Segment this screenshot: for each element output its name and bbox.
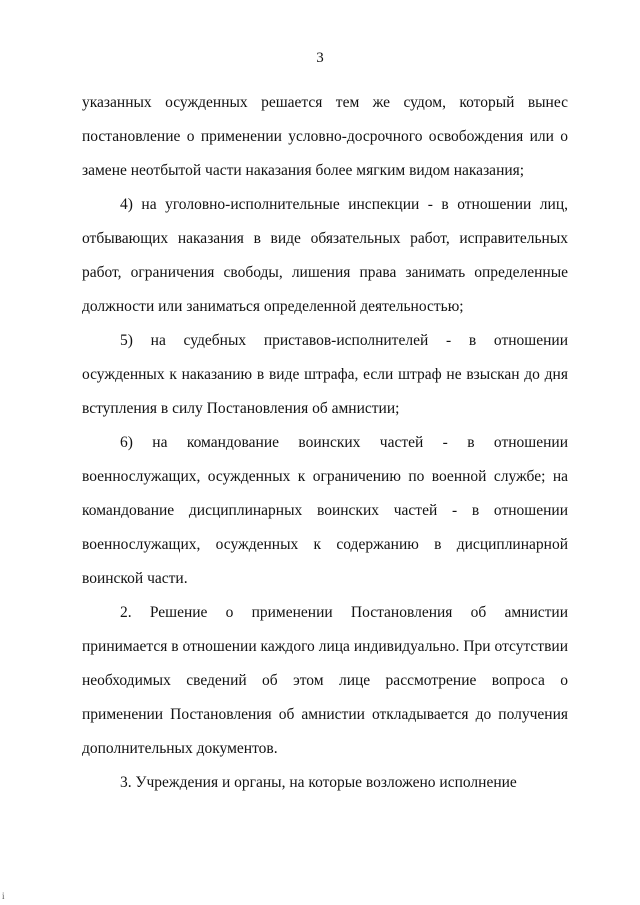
paragraph-item-4: 4) на уголовно-исполнительные инспекции - в отношении лиц, отбывающих наказания в виде обязательных работ, исправительных работ, ограничения свободы, лишения права занимать определенные должности или заниматься определенной деятельностью; <box>82 196 568 315</box>
margin-mark: i <box>2 891 5 901</box>
document-body <box>82 86 568 800</box>
paragraph-item-6: 6) на командование воинских частей - в отношении военнослужащих, осужденных к ограничению по военной службе; на командование дисциплинарных воинских частей - в отношении военнослужащих, осужденных к содержанию в дисциплинарной воинской части. <box>82 434 568 587</box>
page-number: 3 <box>316 50 324 66</box>
paragraph-point-3: 3. Учреждения и органы, на которые возложено исполнение <box>120 774 517 791</box>
paragraph-item-5: 5) на судебных приставов-исполнителей - в отношении осужденных к наказанию в виде штрафа, если штраф не взыскан до дня вступления в силу Постановления об амнистии; <box>82 332 568 417</box>
paragraph-continuation: указанных осужденных решается тем же судом, который вынес постановление о применении условно-досрочного освобождения или о замене неотбытой части наказания более мягким видом наказания; <box>82 94 568 179</box>
paragraph-point-2: 2. Решение о применении Постановления об амнистии принимается в отношении каждого лица индивидуально. При отсутствии необходимых сведений об этом лице рассмотрение вопроса о применении Постановления об амнистии откладывается до получения дополнительных документов. <box>82 604 568 757</box>
